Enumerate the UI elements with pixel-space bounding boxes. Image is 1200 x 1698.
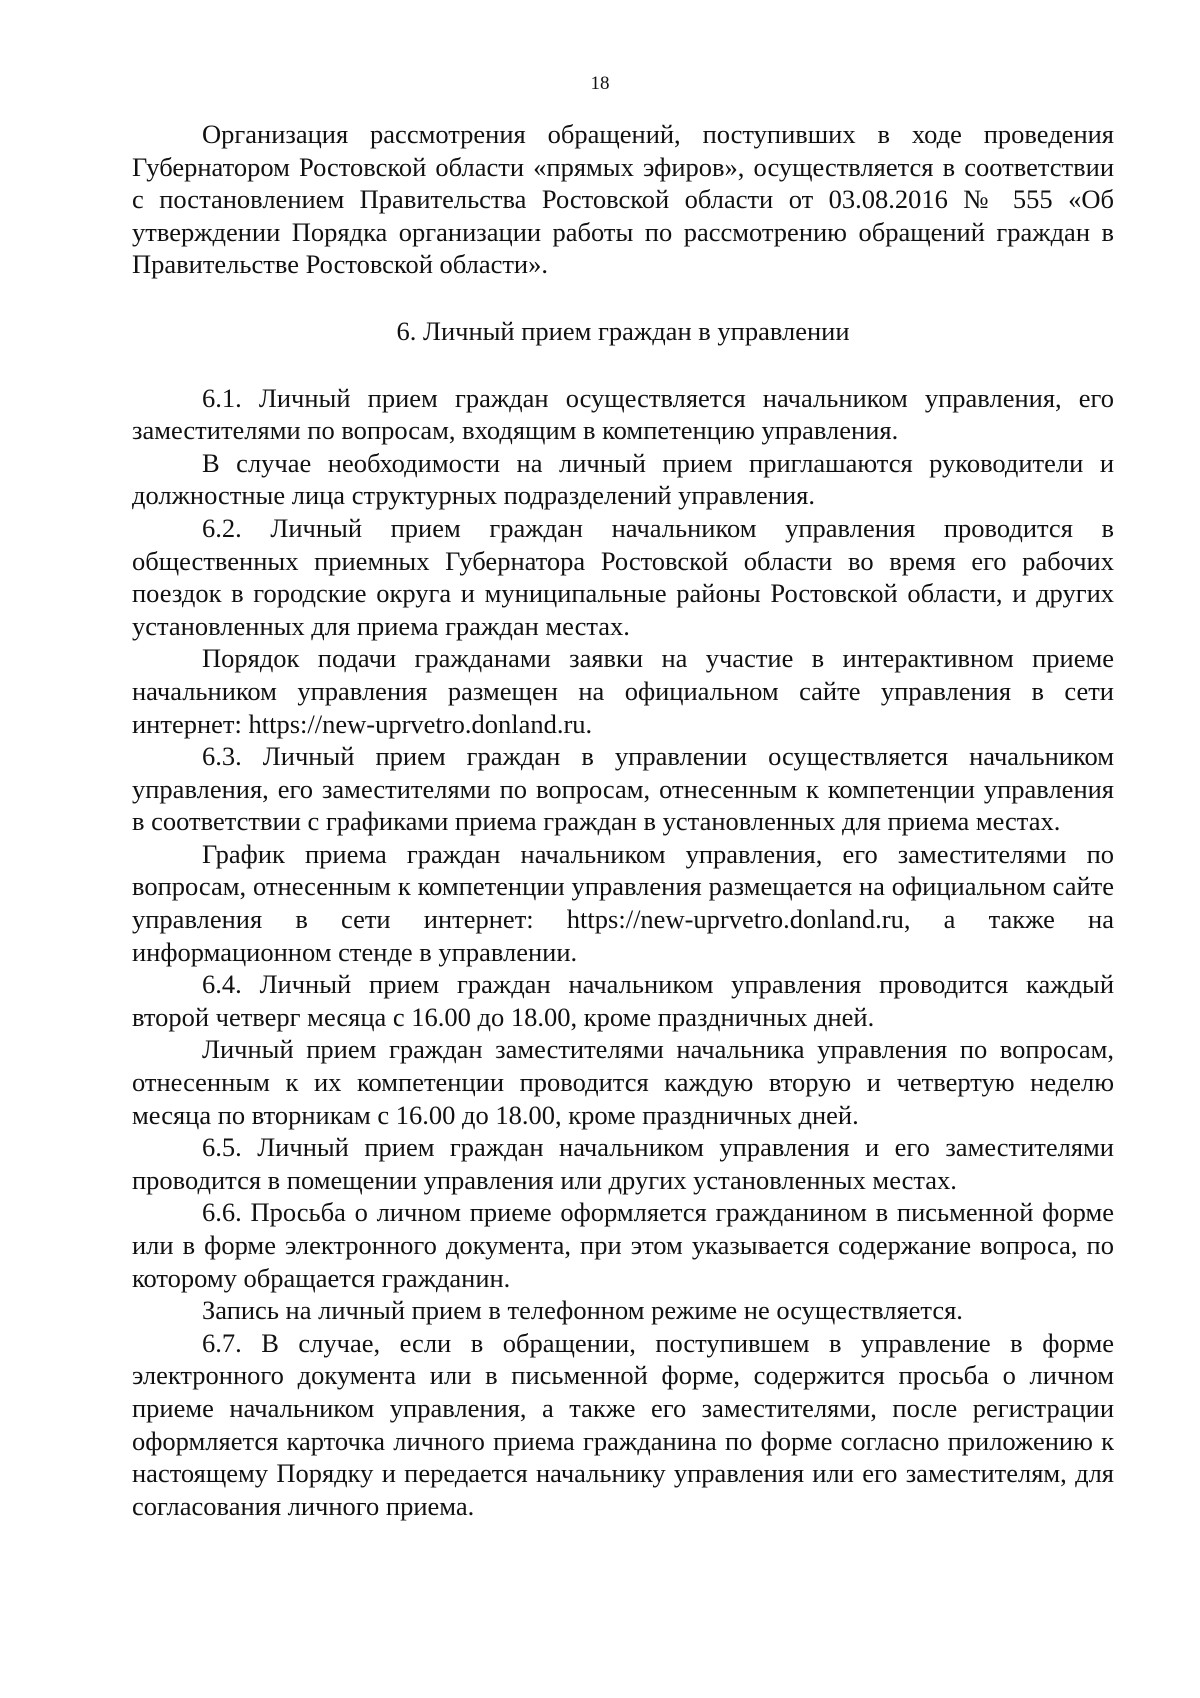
page-number: 18 <box>590 73 610 94</box>
document-body <box>132 118 1114 1522</box>
paragraph-6-2-interactive: Порядок подачи гражданами заявки на участие в интерактивном приеме начальником управления размещен на официальном сайте управления в сети интернет: https://new-uprvetro.donland.ru. <box>132 643 1114 739</box>
paragraph-6-4-deputies: Личный прием граждан заместителями начальника управления по вопросам, отнесенным к их компетенции проводится каждую вторую и четвертую неделю месяца по вторникам с 16.00 до 18.00, кроме праздничных дней. <box>132 1034 1114 1130</box>
paragraph-6-4: 6.4. Личный прием граждан начальником управления проводится каждый второй четверг месяца с 16.00 до 18.00, кроме праздничных дней. <box>132 969 1114 1032</box>
paragraph-6-7: 6.7. В случае, если в обращении, поступившем в управление в форме электронного документа или в письменной форме, содержится просьба о личном приеме начальником управления, а также его заместителями, после регистрации оформляется карточка личного приема гражданина по форме согласно приложению к настоящему Порядку и передается начальнику управления или его заместителям, для согласования личного приема. <box>132 1327 1114 1521</box>
paragraph-6-1: 6.1. Личный прием граждан осуществляется начальником управления, его заместителями по вопросам, входящим в компетенцию управления. <box>132 382 1114 446</box>
paragraph-6-3: 6.3. Личный прием граждан в управлении осуществляется начальником управления, его заместителями по вопросам, отнесенным к компетенции управления в соответствии с графиками приема граждан в установленных для приема местах. <box>132 741 1114 837</box>
paragraph-6-2: 6.2. Личный прием граждан начальником управления проводится в общественных приемных Губернатора Ростовской области во время его рабочих поездок в городские округа и муниципальные районы Ростовской области, и других установленных для приема граждан местах. <box>132 512 1114 641</box>
paragraph-6-5: 6.5. Личный прием граждан начальником управления и его заместителями проводится в помещении управления или других установленных местах. <box>132 1132 1114 1195</box>
paragraph-6-1-invitation: В случае необходимости на личный прием приглашаются руководители и должностные лица структурных подразделений управления. <box>132 447 1114 511</box>
paragraph-6-6: 6.6. Просьба о личном приеме оформляется гражданином в письменной форме или в форме электронного документа, при этом указывается содержание вопроса, по которому обращается гражданин. <box>132 1197 1114 1293</box>
section-heading: 6. Личный прием граждан в управлении <box>396 315 850 346</box>
paragraph-6-3-schedule: График приема граждан начальником управления, его заместителями по вопросам, отнесенным к компетенции управления размещается на официальном сайте управления в сети интернет: https://new-uprvetro.donland.ru, а также на информационном стенде в управлении. <box>132 838 1114 967</box>
intro-paragraph: Организация рассмотрения обращений, поступивших в ходе проведения Губернатором Ростовской области «прямых эфиров», осуществляется в соответствии с постановлением Правительства Ростовской области от 03.08.2016 № 555 «Об утверждении Порядка организации работы по рассмотрению обращений граждан в Правительстве Ростовской области». <box>132 119 1114 280</box>
paragraph-6-6-phone: Запись на личный прием в телефонном режиме не осуществляется. <box>202 1295 963 1326</box>
